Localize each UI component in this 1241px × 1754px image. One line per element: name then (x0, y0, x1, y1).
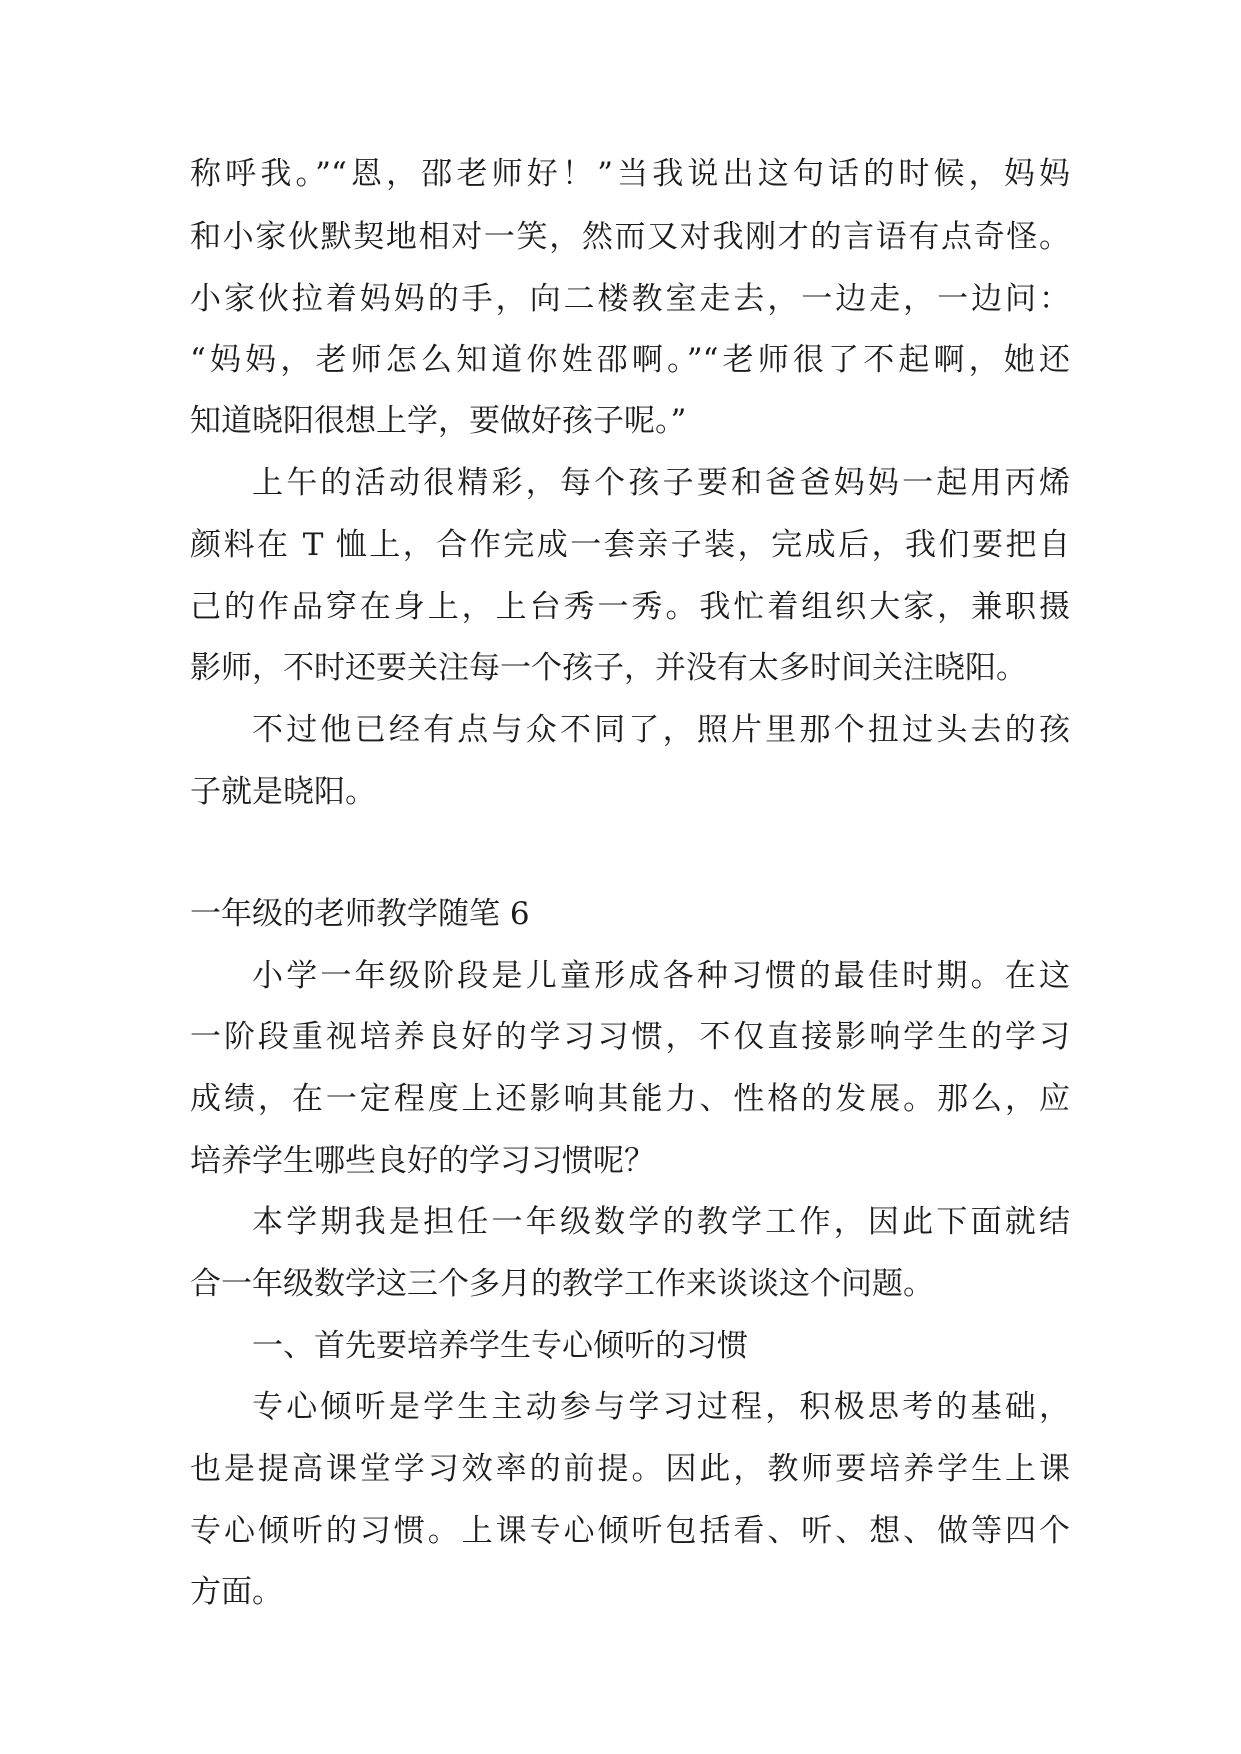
text-line: 上午的活动很精彩，每个孩子要和爸爸妈妈一起用丙烯 (252, 465, 1070, 501)
text-line: 合一年级数学这三个多月的教学工作来谈谈这个问题。 (190, 1266, 934, 1302)
text-line: 一阶段重视培养良好的学习习惯，不仅直接影响学生的学习 (190, 1019, 1070, 1055)
text-line: 和小家伙默契地相对一笑，然而又对我刚才的言语有点奇怪。 (190, 219, 1070, 255)
text-line: 小家伙拉着妈妈的手，向二楼教室走去，一边走，一边问： (190, 281, 1070, 317)
text-line: 专心倾听是学生主动参与学习过程，积极思考的基础， (252, 1389, 1070, 1425)
text-line: 小学一年级阶段是儿童形成各种习惯的最佳时期。在这 (252, 958, 1070, 994)
text-line: 成绩，在一定程度上还影响其能力、性格的发展。那么，应 (190, 1081, 1070, 1117)
text-line: 培养学生哪些良好的学习习惯呢？ (190, 1143, 655, 1179)
text-line: 颜料在 T 恤上，合作完成一套亲子装，完成后，我们要把自 (190, 527, 1070, 563)
text-line: 方面。 (190, 1574, 283, 1610)
text-line: “妈妈，老师怎么知道你姓邵啊。”“老师很了不起啊，她还 (190, 342, 1070, 378)
text-line: 也是提高课堂学习效率的前提。因此，教师要培养学生上课 (190, 1451, 1070, 1487)
text-line: 己的作品穿在身上，上台秀一秀。我忙着组织大家，兼职摄 (190, 589, 1070, 625)
text-line: 子就是晓阳。 (190, 774, 376, 810)
text-line: 知道晓阳很想上学，要做好孩子呢。” (190, 403, 687, 439)
text-line: 称呼我。”“恩，邵老师好！”当我说出这句话的时候，妈妈 (190, 156, 1070, 192)
text-line: 影师，不时还要关注每一个孩子，并没有太多时间关注晓阳。 (190, 650, 1027, 686)
text-line: 不过他已经有点与众不同了，照片里那个扭过头去的孩 (252, 712, 1070, 748)
subheading: 一、首先要培养学生专心倾听的习惯 (252, 1328, 748, 1364)
section-title: 一年级的老师教学随笔 6 (190, 896, 530, 932)
text-line: 本学期我是担任一年级数学的教学工作，因此下面就结 (252, 1204, 1070, 1240)
text-line: 专心倾听的习惯。上课专心倾听包括看、听、想、做等四个 (190, 1513, 1070, 1549)
